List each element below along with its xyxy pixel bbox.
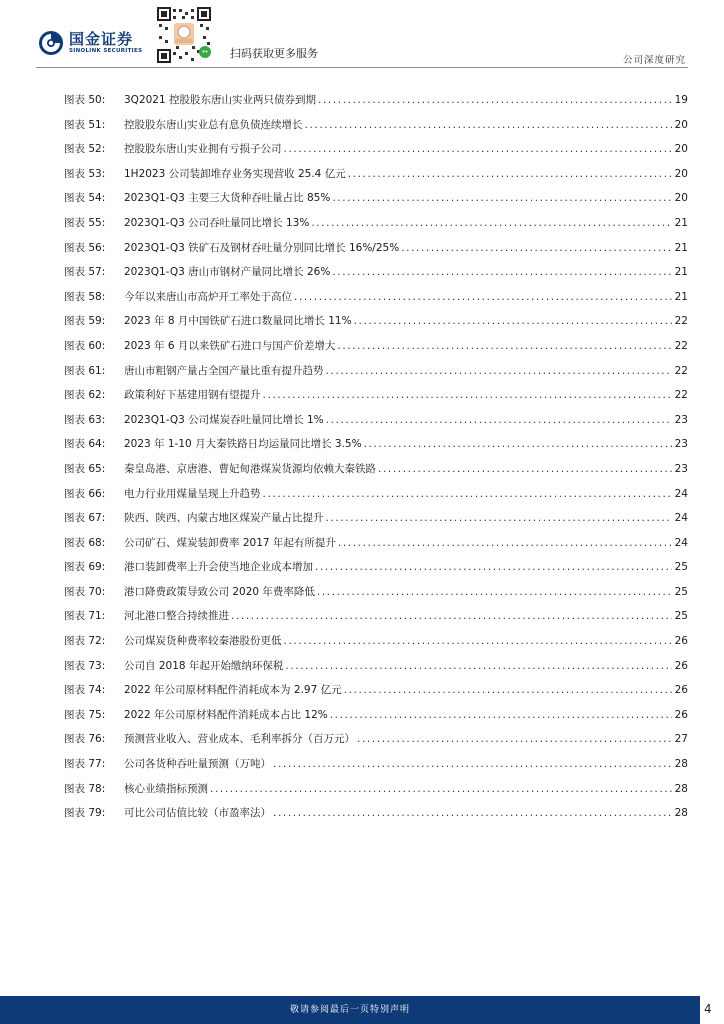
toc-entry-page: 22 bbox=[674, 364, 688, 377]
toc-leader-dots bbox=[357, 727, 672, 752]
toc-entry[interactable] bbox=[64, 334, 688, 359]
toc-entry-page: 28 bbox=[674, 758, 688, 771]
toc-entry-label: 图表 59: bbox=[64, 315, 106, 328]
toc-entry[interactable] bbox=[64, 236, 688, 261]
toc-entry[interactable] bbox=[64, 408, 688, 433]
toc-entry-title: 政策利好下基建用钢有望提升 bbox=[124, 389, 261, 402]
toc-entry-label: 图表 75: bbox=[64, 708, 106, 721]
toc-entry[interactable] bbox=[64, 88, 688, 113]
toc-entry-label: 图表 73: bbox=[64, 659, 106, 672]
logo-chinese-name: 国金证券 bbox=[69, 30, 134, 48]
toc-entry[interactable] bbox=[64, 555, 688, 580]
toc-entry[interactable] bbox=[64, 285, 688, 310]
toc-entry-label: 图表 55: bbox=[64, 216, 106, 229]
toc-entry-title: 2022 年公司原材料配件消耗成本为 2.97 亿元 bbox=[124, 684, 342, 697]
toc-leader-dots bbox=[273, 752, 672, 777]
toc-entry[interactable] bbox=[64, 777, 688, 802]
toc-leader-dots bbox=[326, 408, 672, 433]
toc-entry-label: 图表 57: bbox=[64, 266, 106, 279]
toc-entry[interactable] bbox=[64, 432, 688, 457]
toc-entry-title: 2023Q1-Q3 唐山市钢材产量同比增长 26% bbox=[124, 266, 331, 279]
toc-entry-label: 图表 50: bbox=[64, 94, 106, 106]
toc-entry-label: 图表 67: bbox=[64, 512, 106, 525]
toc-leader-dots bbox=[284, 629, 673, 654]
toc-leader-dots bbox=[318, 88, 672, 113]
toc-entry-title: 2022 年公司原材料配件消耗成本占比 12% bbox=[124, 708, 328, 721]
logo-english-name: SINOLINK SECURITIES bbox=[69, 48, 143, 54]
toc-leader-dots bbox=[332, 186, 672, 211]
toc-entry-page: 23 bbox=[674, 462, 688, 475]
toc-leader-dots bbox=[326, 359, 673, 384]
toc-entry-page: 20 bbox=[674, 118, 688, 131]
toc-entry-page: 27 bbox=[674, 733, 688, 746]
toc-entry[interactable] bbox=[64, 703, 688, 728]
toc-entry-page: 26 bbox=[674, 684, 688, 697]
toc-entry-title: 2023Q1-Q3 主要三大货种吞吐量占比 85% bbox=[124, 192, 331, 205]
toc-entry-title: 公司矿石、煤炭装卸费率 2017 年起有所提升 bbox=[124, 536, 336, 549]
toc-entry[interactable] bbox=[64, 580, 688, 605]
toc-entry-label: 图表 64: bbox=[64, 438, 106, 451]
toc-entry[interactable] bbox=[64, 604, 688, 629]
toc-entry-title: 2023Q1-Q3 公司吞吐量同比增长 13% bbox=[124, 216, 310, 229]
toc-leader-dots bbox=[210, 777, 672, 802]
toc-entry[interactable] bbox=[64, 211, 688, 236]
toc-leader-dots bbox=[364, 432, 672, 457]
toc-entry-title: 核心业绩指标预测 bbox=[124, 782, 208, 795]
toc-entry-title: 1H2023 公司装卸堆存业务实现营收 25.4 亿元 bbox=[124, 167, 346, 180]
toc-entry-page: 21 bbox=[674, 266, 688, 279]
sinolink-logo-icon bbox=[38, 30, 64, 56]
toc-leader-dots bbox=[231, 604, 672, 629]
toc-entry-page: 21 bbox=[674, 241, 688, 254]
toc-leader-dots bbox=[263, 482, 673, 507]
toc-entry-title: 2023Q1-Q3 公司煤炭吞吐量同比增长 1% bbox=[124, 413, 324, 426]
toc-leader-dots bbox=[401, 236, 672, 261]
toc-entry-title: 电力行业用煤量呈现上升趋势 bbox=[124, 487, 261, 500]
toc-entry-title: 可比公司估值比较（市盈率法） bbox=[124, 807, 271, 820]
page-number: 4 bbox=[704, 1002, 712, 1016]
toc-entry[interactable] bbox=[64, 359, 688, 384]
toc-leader-dots bbox=[332, 260, 672, 285]
toc-leader-dots bbox=[330, 703, 672, 728]
toc-entry[interactable] bbox=[64, 186, 688, 211]
toc-entry-label: 图表 72: bbox=[64, 635, 106, 648]
toc-leader-dots bbox=[305, 113, 673, 138]
toc-entry[interactable] bbox=[64, 162, 688, 187]
toc-entry-label: 图表 68: bbox=[64, 536, 106, 549]
toc-entry-page: 24 bbox=[674, 487, 688, 500]
toc-entry-label: 图表 58: bbox=[64, 290, 106, 303]
toc-entry-title: 2023 年 6 月以来铁矿石进口与国产价差增大 bbox=[124, 339, 336, 352]
toc-entry-title: 2023Q1-Q3 铁矿石及钢材吞吐量分别同比增长 16%/25% bbox=[124, 241, 400, 254]
toc-leader-dots bbox=[378, 457, 672, 482]
toc-entry-page: 26 bbox=[674, 708, 688, 721]
toc-entry-label: 图表 69: bbox=[64, 561, 106, 574]
toc-entry[interactable] bbox=[64, 531, 688, 556]
toc-entry-page: 25 bbox=[674, 585, 688, 598]
toc-entry-label: 图表 63: bbox=[64, 413, 106, 426]
toc-leader-dots bbox=[317, 580, 672, 605]
toc-entry-label: 图表 77: bbox=[64, 758, 106, 771]
header-divider bbox=[36, 67, 688, 68]
toc-entry-page: 21 bbox=[674, 290, 688, 303]
toc-entry-page: 28 bbox=[674, 807, 688, 820]
toc-entry-label: 图表 74: bbox=[64, 684, 106, 697]
toc-entry[interactable] bbox=[64, 678, 688, 703]
toc-entry-title: 港口降费政策导致公司 2020 年费率降低 bbox=[124, 585, 315, 598]
toc-entry-title: 唐山市粗钢产量占全国产量比重有提升趋势 bbox=[124, 364, 324, 377]
toc-entry-title: 河北港口整合持续推进 bbox=[124, 610, 229, 623]
toc-entry[interactable] bbox=[64, 801, 688, 826]
toc-entry-label: 图表 65: bbox=[64, 462, 106, 475]
toc-entry-label: 图表 56: bbox=[64, 241, 106, 254]
toc-entry-label: 图表 66: bbox=[64, 487, 106, 500]
toc-entry[interactable] bbox=[64, 309, 688, 334]
toc-entry-page: 25 bbox=[674, 610, 688, 623]
toc-leader-dots bbox=[344, 678, 672, 703]
toc-entry-page: 19 bbox=[674, 94, 688, 106]
toc-leader-dots bbox=[326, 506, 673, 531]
toc-entry[interactable] bbox=[64, 457, 688, 482]
toc-entry-title: 2023 年 1-10 月大秦铁路日均运量同比增长 3.5% bbox=[124, 438, 362, 451]
toc-leader-dots bbox=[315, 555, 672, 580]
toc-entry-page: 24 bbox=[674, 512, 688, 525]
toc-entry-page: 22 bbox=[674, 389, 688, 402]
toc-entry-label: 图表 62: bbox=[64, 389, 106, 402]
toc-entry-title: 港口装卸费率上升会使当地企业成本增加 bbox=[124, 561, 313, 574]
toc-entry[interactable] bbox=[64, 260, 688, 285]
toc-entry-label: 图表 79: bbox=[64, 807, 106, 820]
toc-entry-label: 图表 61: bbox=[64, 364, 106, 377]
toc-leader-dots bbox=[273, 801, 672, 826]
toc-entry-title: 预测营业收入、营业成本、毛利率拆分（百万元） bbox=[124, 733, 355, 746]
figure-index-list bbox=[64, 88, 688, 826]
toc-entry-title: 陕西、陕西、内蒙古地区煤炭产量占比提升 bbox=[124, 512, 324, 525]
toc-entry-page: 23 bbox=[674, 413, 688, 426]
toc-entry[interactable] bbox=[64, 727, 688, 752]
footer-disclaimer: 敬请参阅最后一页特别声明 bbox=[289, 1005, 410, 1015]
toc-entry-page: 20 bbox=[674, 167, 688, 180]
toc-entry[interactable] bbox=[64, 752, 688, 777]
toc-entry-label: 图表 78: bbox=[64, 782, 106, 795]
toc-entry-page: 22 bbox=[674, 315, 688, 328]
toc-entry-page: 28 bbox=[674, 782, 688, 795]
toc-entry[interactable] bbox=[64, 383, 688, 408]
toc-entry-label: 图表 54: bbox=[64, 192, 106, 205]
toc-entry-page: 20 bbox=[674, 143, 688, 156]
page-header bbox=[0, 0, 724, 72]
sinolink-logo bbox=[38, 30, 142, 56]
toc-entry-label: 图表 60: bbox=[64, 339, 106, 352]
toc-entry[interactable] bbox=[64, 137, 688, 162]
toc-leader-dots bbox=[263, 383, 673, 408]
toc-entry[interactable] bbox=[64, 113, 688, 138]
toc-entry-page: 24 bbox=[674, 536, 688, 549]
toc-leader-dots bbox=[294, 285, 672, 310]
report-type-label: 公司深度研究 bbox=[622, 55, 686, 66]
toc-entry-label: 图表 70: bbox=[64, 585, 106, 598]
toc-entry-page: 26 bbox=[674, 659, 688, 672]
toc-entry-title: 秦皇岛港、京唐港、曹妃甸港煤炭货源均依赖大秦铁路 bbox=[124, 462, 376, 475]
toc-leader-dots bbox=[348, 162, 672, 187]
toc-entry-page: 23 bbox=[674, 438, 688, 451]
toc-entry-label: 图表 53: bbox=[64, 167, 106, 180]
toc-entry-title: 控股股东唐山实业总有息负债连续增长 bbox=[124, 118, 303, 131]
toc-entry-label: 图表 76: bbox=[64, 733, 106, 746]
toc-leader-dots bbox=[338, 531, 672, 556]
toc-entry[interactable] bbox=[64, 482, 688, 507]
toc-leader-dots bbox=[285, 654, 672, 679]
toc-entry-label: 图表 51: bbox=[64, 118, 106, 131]
toc-entry-title: 控股股东唐山实业拥有亏损子公司 bbox=[124, 143, 282, 156]
toc-entry-page: 22 bbox=[674, 339, 688, 352]
toc-leader-dots bbox=[354, 309, 672, 334]
toc-leader-dots bbox=[311, 211, 672, 236]
wechat-badge-icon bbox=[199, 46, 211, 58]
toc-leader-dots bbox=[284, 137, 673, 162]
toc-entry[interactable] bbox=[64, 629, 688, 654]
toc-entry-title: 公司自 2018 年起开始缴纳环保税 bbox=[124, 659, 284, 672]
toc-entry-label: 图表 71: bbox=[64, 610, 106, 623]
toc-entry[interactable] bbox=[64, 506, 688, 531]
toc-leader-dots bbox=[337, 334, 672, 359]
toc-entry-title: 公司煤炭货种费率较秦港股份更低 bbox=[124, 635, 282, 648]
toc-entry-title: 3Q2021 控股股东唐山实业两只债券到期 bbox=[124, 94, 317, 106]
qr-caption: 扫码获取更多服务 bbox=[230, 47, 318, 60]
toc-entry-page: 21 bbox=[674, 216, 688, 229]
toc-entry-page: 25 bbox=[674, 561, 688, 574]
toc-entry-title: 今年以来唐山市高炉开工率处于高位 bbox=[124, 290, 292, 303]
toc-entry-label: 图表 52: bbox=[64, 143, 106, 156]
toc-entry-page: 26 bbox=[674, 635, 688, 648]
toc-entry-title: 2023 年 8 月中国铁矿石进口数量同比增长 11% bbox=[124, 315, 352, 328]
toc-entry-page: 20 bbox=[674, 192, 688, 205]
toc-entry[interactable] bbox=[64, 654, 688, 679]
toc-entry-title: 公司各货种吞吐量预测（万吨） bbox=[124, 758, 271, 771]
